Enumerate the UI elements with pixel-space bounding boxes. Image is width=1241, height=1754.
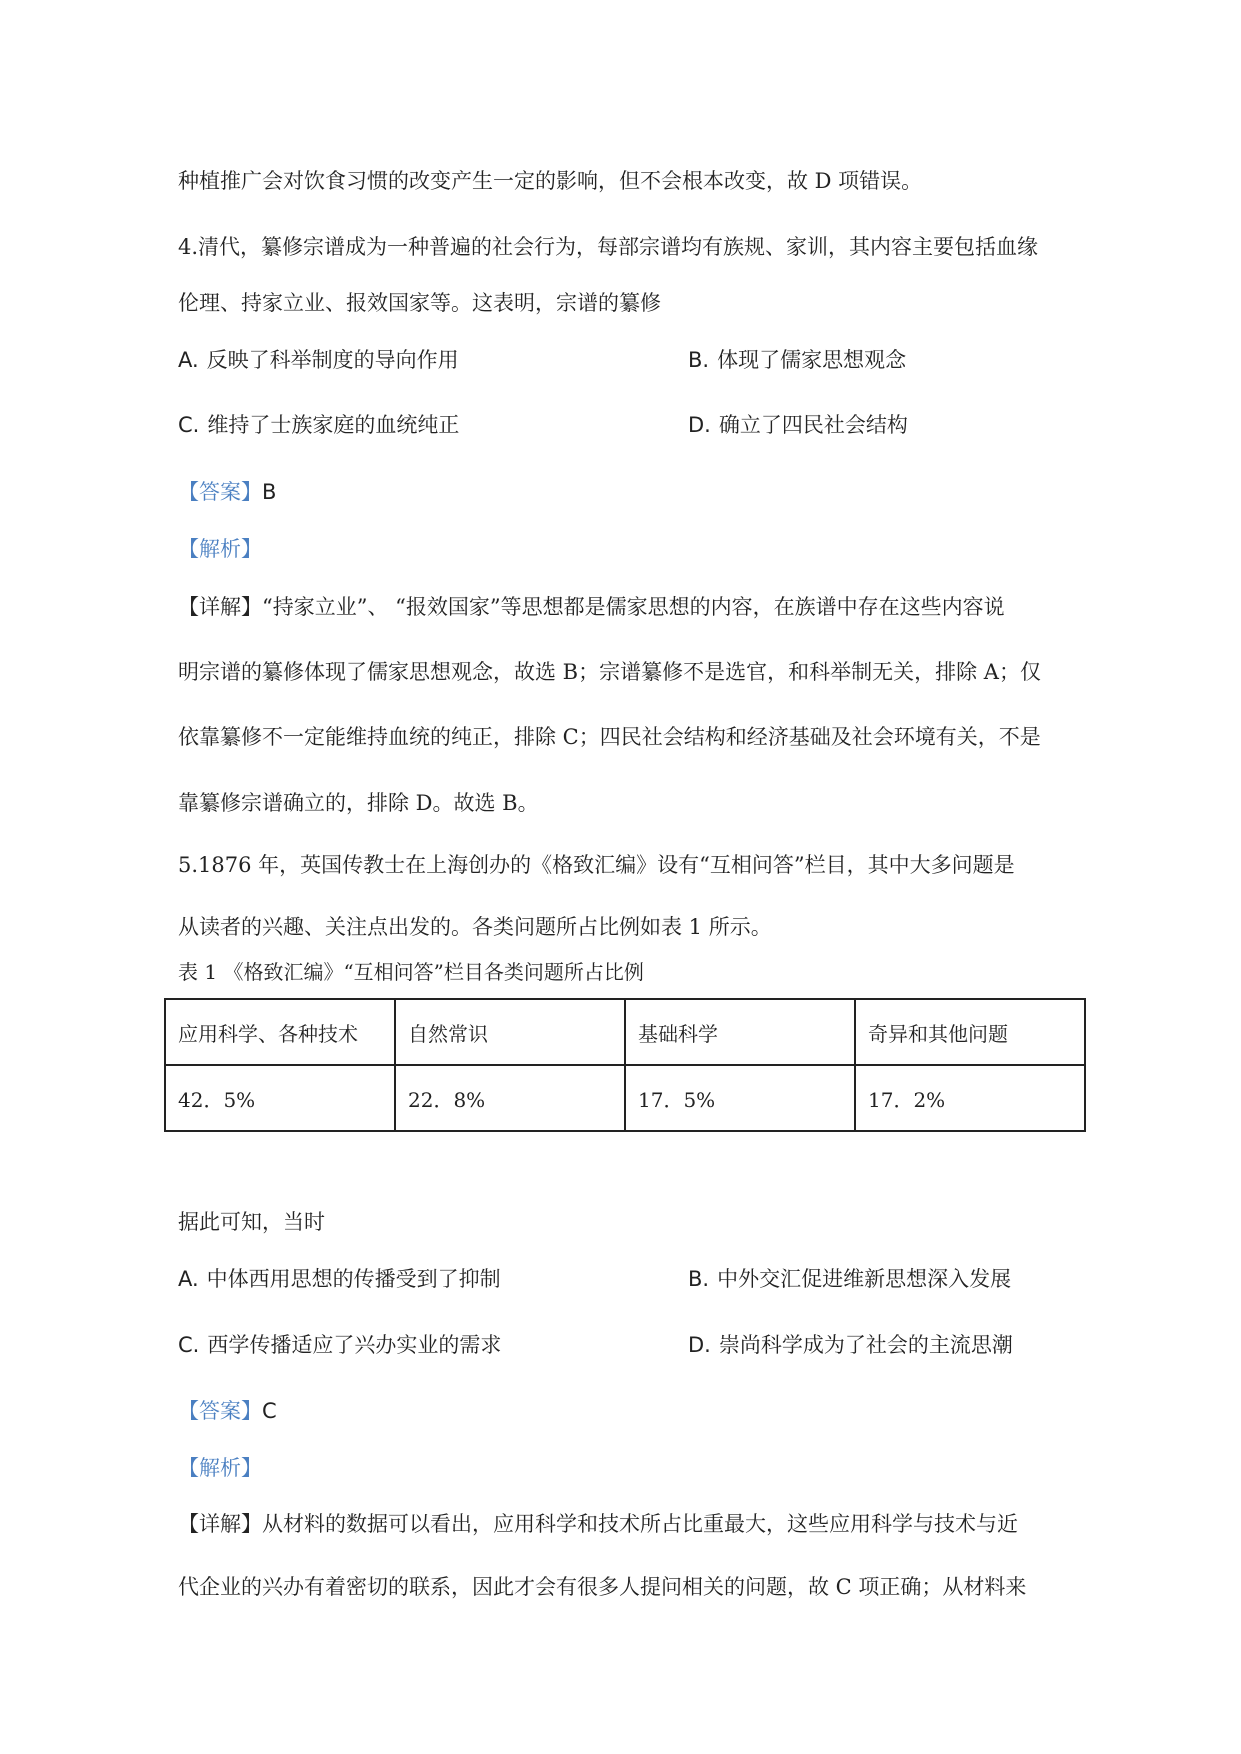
q4-option-d-letter: D. bbox=[688, 413, 711, 437]
q5-detail-label: 【详解】 bbox=[178, 1512, 262, 1536]
q5-option-a-text: 中体西用思想的传播受到了抑制 bbox=[206, 1267, 501, 1291]
table-cell: 22．8% bbox=[395, 1065, 625, 1131]
q4-analysis-label: 【解析】 bbox=[178, 537, 262, 561]
q4-detail-line-1 bbox=[178, 592, 1005, 622]
q4-option-c-letter: C. bbox=[178, 413, 200, 437]
q5-option-b bbox=[688, 1264, 1011, 1294]
q4-answer-label: 【答案】 bbox=[178, 480, 262, 504]
q5-option-a bbox=[178, 1264, 501, 1294]
q4-answer bbox=[178, 477, 276, 507]
proportion-table bbox=[164, 998, 1086, 1132]
continuation-line: 种植推广会对饮食习惯的改变产生一定的影响，但不会根本改变，故 D 项错误。 bbox=[178, 169, 923, 193]
q4-option-d-text: 确立了四民社会结构 bbox=[718, 413, 908, 437]
table-cell: 17．2% bbox=[855, 1065, 1085, 1131]
q5-answer-value: C bbox=[262, 1399, 277, 1423]
q4-option-b-text: 体现了儒家思想观念 bbox=[717, 348, 907, 372]
table-header-cell: 自然常识 bbox=[395, 999, 625, 1065]
q4-option-b-letter: B. bbox=[688, 348, 710, 372]
q5-option-d-letter: D. bbox=[688, 1333, 711, 1357]
q5-option-d-text: 崇尚科学成为了社会的主流思潮 bbox=[718, 1333, 1013, 1357]
table-header-cell: 应用科学、各种技术 bbox=[165, 999, 395, 1065]
q5-detail-text-1: 从材料的数据可以看出，应用科学和技术所占比重最大，这些应用科学与技术与近 bbox=[262, 1512, 1018, 1536]
q4-option-d bbox=[688, 410, 908, 440]
q4-option-c bbox=[178, 410, 459, 440]
q4-detail-text-1: “持家立业”、 “报效国家”等思想都是儒家思想的内容，在族谱中存在这些内容说 bbox=[262, 595, 1005, 619]
table-cell: 17．5% bbox=[625, 1065, 855, 1131]
table-row bbox=[165, 1065, 1085, 1131]
q5-option-a-letter: A. bbox=[178, 1267, 199, 1291]
q4-detail-line-3: 依靠纂修不一定能维持血统的纯正，排除 C；四民社会结构和经济基础及社会环境有关，不是 bbox=[178, 725, 1041, 749]
q5-option-d bbox=[688, 1330, 1013, 1360]
q5-stem-end: 据此可知，当时 bbox=[178, 1210, 325, 1234]
q5-option-b-text: 中外交汇促进维新思想深入发展 bbox=[717, 1267, 1012, 1291]
q5-analysis-label: 【解析】 bbox=[178, 1456, 262, 1480]
q5-answer-label: 【答案】 bbox=[178, 1399, 262, 1423]
q4-detail-label: 【详解】 bbox=[178, 595, 262, 619]
q4-option-a-text: 反映了科举制度的导向作用 bbox=[206, 348, 459, 372]
table-cell: 42．5% bbox=[165, 1065, 395, 1131]
table-caption: 表 1 《格致汇编》“互相问答”栏目各类问题所占比例 bbox=[178, 960, 644, 984]
q5-stem-line-2: 从读者的兴趣、关注点出发的。各类问题所占比例如表 1 所示。 bbox=[178, 915, 772, 939]
table-header-cell: 奇异和其他问题 bbox=[855, 999, 1085, 1065]
q4-option-a-letter: A. bbox=[178, 348, 199, 372]
q4-option-c-text: 维持了士族家庭的血统纯正 bbox=[207, 413, 460, 437]
q5-detail-line-1 bbox=[178, 1509, 1018, 1539]
q4-stem-line-1: 4.清代，纂修宗谱成为一种普遍的社会行为，每部宗谱均有族规、家训，其内容主要包括血缘 bbox=[178, 235, 1039, 259]
q5-option-c-text: 西学传播适应了兴办实业的需求 bbox=[207, 1333, 502, 1357]
q4-option-b bbox=[688, 345, 906, 375]
q5-option-c bbox=[178, 1330, 501, 1360]
q4-stem-line-2: 伦理、持家立业、报效国家等。这表明，宗谱的纂修 bbox=[178, 291, 661, 315]
q5-answer bbox=[178, 1396, 277, 1426]
q5-option-b-letter: B. bbox=[688, 1267, 710, 1291]
q5-detail-line-2: 代企业的兴办有着密切的联系，因此才会有很多人提问相关的问题，故 C 项正确；从材料来 bbox=[178, 1575, 1027, 1599]
table-header-cell: 基础科学 bbox=[625, 999, 855, 1065]
q4-option-a bbox=[178, 345, 459, 375]
q5-stem-line-1: 5.1876 年，英国传教士在上海创办的《格致汇编》设有“互相问答”栏目，其中大多问题是 bbox=[178, 853, 1015, 877]
q5-option-c-letter: C. bbox=[178, 1333, 200, 1357]
q4-detail-line-4: 靠纂修宗谱确立的，排除 D。故选 B。 bbox=[178, 791, 539, 815]
q4-detail-line-2: 明宗谱的纂修体现了儒家思想观念，故选 B；宗谱纂修不是选官，和科举制无关，排除 A；仅 bbox=[178, 660, 1041, 684]
q4-answer-value: B bbox=[262, 480, 277, 504]
table-header-row bbox=[165, 999, 1085, 1065]
